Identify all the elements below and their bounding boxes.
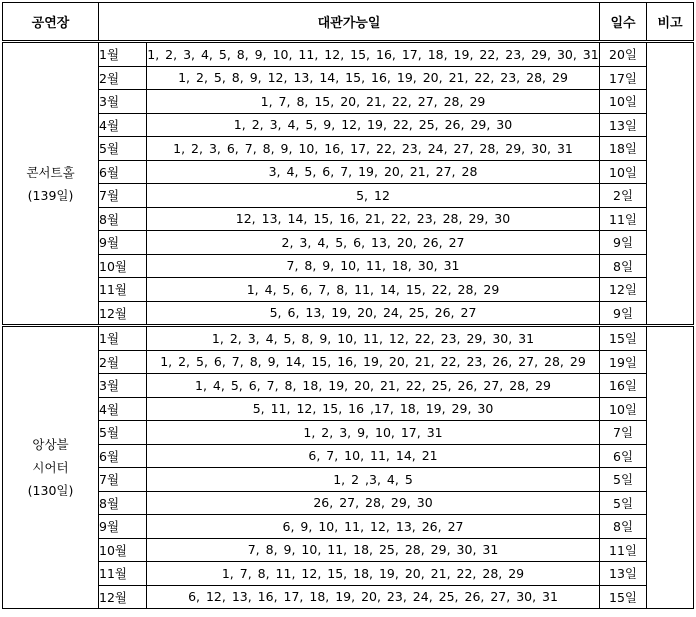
table-row — [3, 42, 694, 67]
days-cell: 5일 — [600, 491, 647, 515]
dates-cell: 6, 7, 10, 11, 14, 21 — [147, 444, 600, 468]
days-cell: 11일 — [600, 538, 647, 562]
days-cell: 9일 — [600, 231, 647, 255]
dates-cell: 7, 8, 9, 10, 11, 18, 25, 28, 29, 30, 31 — [147, 538, 600, 562]
days-cell: 18일 — [600, 137, 647, 161]
note-cell — [647, 42, 694, 326]
month-cell: 2월 — [99, 350, 147, 374]
dates-cell: 1, 2, 3, 4, 5, 9, 12, 19, 22, 25, 26, 29, 30 — [147, 113, 600, 137]
venue-name-line: (130일) — [27, 483, 74, 498]
table-row — [3, 397, 694, 421]
dates-cell: 1, 2, 5, 8, 9, 12, 13, 14, 15, 16, 19, 20, 21, 22, 23, 28, 29 — [147, 66, 600, 90]
table-row — [3, 278, 694, 302]
days-cell: 2일 — [600, 184, 647, 208]
month-cell: 3월 — [99, 90, 147, 114]
month-cell: 4월 — [99, 113, 147, 137]
header-days: 일수 — [600, 3, 647, 42]
days-cell: 7일 — [600, 421, 647, 445]
days-cell: 19일 — [600, 350, 647, 374]
days-cell: 10일 — [600, 90, 647, 114]
dates-cell: 1, 2, 3, 9, 10, 17, 31 — [147, 421, 600, 445]
table-body — [3, 42, 694, 609]
rental-schedule-table — [2, 2, 694, 609]
dates-cell: 2, 3, 4, 5, 6, 13, 20, 26, 27 — [147, 231, 600, 255]
table-row — [3, 137, 694, 161]
header-row — [3, 3, 694, 42]
days-cell: 10일 — [600, 160, 647, 184]
header-venue: 공연장 — [3, 3, 99, 42]
month-cell: 8월 — [99, 207, 147, 231]
dates-cell: 1, 7, 8, 15, 20, 21, 22, 27, 28, 29 — [147, 90, 600, 114]
table-row — [3, 491, 694, 515]
days-cell: 9일 — [600, 301, 647, 326]
table-row — [3, 184, 694, 208]
dates-cell: 5, 12 — [147, 184, 600, 208]
dates-cell: 1, 2 ,3, 4, 5 — [147, 468, 600, 492]
table-row — [3, 254, 694, 278]
table-row — [3, 468, 694, 492]
dates-cell: 6, 9, 10, 11, 12, 13, 26, 27 — [147, 515, 600, 539]
table-row — [3, 421, 694, 445]
month-cell: 11월 — [99, 562, 147, 586]
dates-cell: 1, 4, 5, 6, 7, 8, 11, 14, 15, 22, 28, 29 — [147, 278, 600, 302]
dates-cell: 1, 2, 3, 4, 5, 8, 9, 10, 11, 12, 15, 16, 17, 18, 19, 22, 23, 29, 30, 31 — [147, 42, 600, 67]
month-cell: 9월 — [99, 231, 147, 255]
dates-cell: 1, 2, 5, 6, 7, 8, 9, 14, 15, 16, 19, 20, 21, 22, 23, 26, 27, 28, 29 — [147, 350, 600, 374]
dates-cell: 1, 4, 5, 6, 7, 8, 18, 19, 20, 21, 22, 25, 26, 27, 28, 29 — [147, 374, 600, 398]
table-row — [3, 113, 694, 137]
dates-cell: 1, 7, 8, 11, 12, 15, 18, 19, 20, 21, 22, 28, 29 — [147, 562, 600, 586]
days-cell: 8일 — [600, 254, 647, 278]
month-cell: 6월 — [99, 160, 147, 184]
month-cell: 2월 — [99, 66, 147, 90]
table-row — [3, 538, 694, 562]
days-cell: 10일 — [600, 397, 647, 421]
venue-name-line: 콘서트홀 — [26, 164, 75, 180]
dates-cell: 5, 11, 12, 15, 16 ,17, 18, 19, 29, 30 — [147, 397, 600, 421]
month-cell: 9월 — [99, 515, 147, 539]
dates-cell: 1, 2, 3, 6, 7, 8, 9, 10, 16, 17, 22, 23, 24, 27, 28, 29, 30, 31 — [147, 137, 600, 161]
days-cell: 13일 — [600, 562, 647, 586]
month-cell: 12월 — [99, 585, 147, 609]
table-row — [3, 350, 694, 374]
days-cell: 6일 — [600, 444, 647, 468]
dates-cell: 26, 27, 28, 29, 30 — [147, 491, 600, 515]
dates-cell: 5, 6, 13, 19, 20, 24, 25, 26, 27 — [147, 301, 600, 326]
month-cell: 10월 — [99, 538, 147, 562]
table-row — [3, 66, 694, 90]
month-cell: 7월 — [99, 468, 147, 492]
dates-cell: 12, 13, 14, 15, 16, 21, 22, 23, 28, 29, 30 — [147, 207, 600, 231]
venue-name-line: (139일) — [27, 187, 74, 203]
month-cell: 3월 — [99, 374, 147, 398]
month-cell: 12월 — [99, 301, 147, 326]
month-cell: 11월 — [99, 278, 147, 302]
note-cell — [647, 326, 694, 609]
days-cell: 5일 — [600, 468, 647, 492]
days-cell: 11일 — [600, 207, 647, 231]
dates-cell: 7, 8, 9, 10, 11, 18, 30, 31 — [147, 254, 600, 278]
venue-cell — [3, 42, 99, 326]
table-row — [3, 515, 694, 539]
header-dates: 대관가능일 — [99, 3, 600, 42]
venue-name-line: 시어터 — [32, 460, 69, 475]
month-cell: 6월 — [99, 444, 147, 468]
dates-cell: 6, 12, 13, 16, 17, 18, 19, 20, 23, 24, 25, 26, 27, 30, 31 — [147, 585, 600, 609]
table-row — [3, 585, 694, 609]
days-cell: 17일 — [600, 66, 647, 90]
table-row — [3, 301, 694, 326]
table-row — [3, 160, 694, 184]
days-cell: 15일 — [600, 326, 647, 351]
days-cell: 13일 — [600, 113, 647, 137]
venue-cell — [3, 326, 99, 609]
dates-cell: 3, 4, 5, 6, 7, 19, 20, 21, 27, 28 — [147, 160, 600, 184]
days-cell: 12일 — [600, 278, 647, 302]
header-note: 비고 — [647, 3, 694, 42]
table-row — [3, 444, 694, 468]
table-row — [3, 90, 694, 114]
dates-cell: 1, 2, 3, 4, 5, 8, 9, 10, 11, 12, 22, 23, 29, 30, 31 — [147, 326, 600, 351]
days-cell: 16일 — [600, 374, 647, 398]
table-row — [3, 562, 694, 586]
table-row — [3, 326, 694, 351]
month-cell: 5월 — [99, 137, 147, 161]
month-cell: 1월 — [99, 326, 147, 351]
table-row — [3, 231, 694, 255]
month-cell: 5월 — [99, 421, 147, 445]
month-cell: 4월 — [99, 397, 147, 421]
days-cell: 8일 — [600, 515, 647, 539]
days-cell: 20일 — [600, 42, 647, 67]
month-cell: 7월 — [99, 184, 147, 208]
month-cell: 10월 — [99, 254, 147, 278]
days-cell: 15일 — [600, 585, 647, 609]
table-row — [3, 374, 694, 398]
month-cell: 1월 — [99, 42, 147, 67]
venue-name-line: 앙상블 — [32, 437, 69, 452]
month-cell: 8월 — [99, 491, 147, 515]
table-row — [3, 207, 694, 231]
